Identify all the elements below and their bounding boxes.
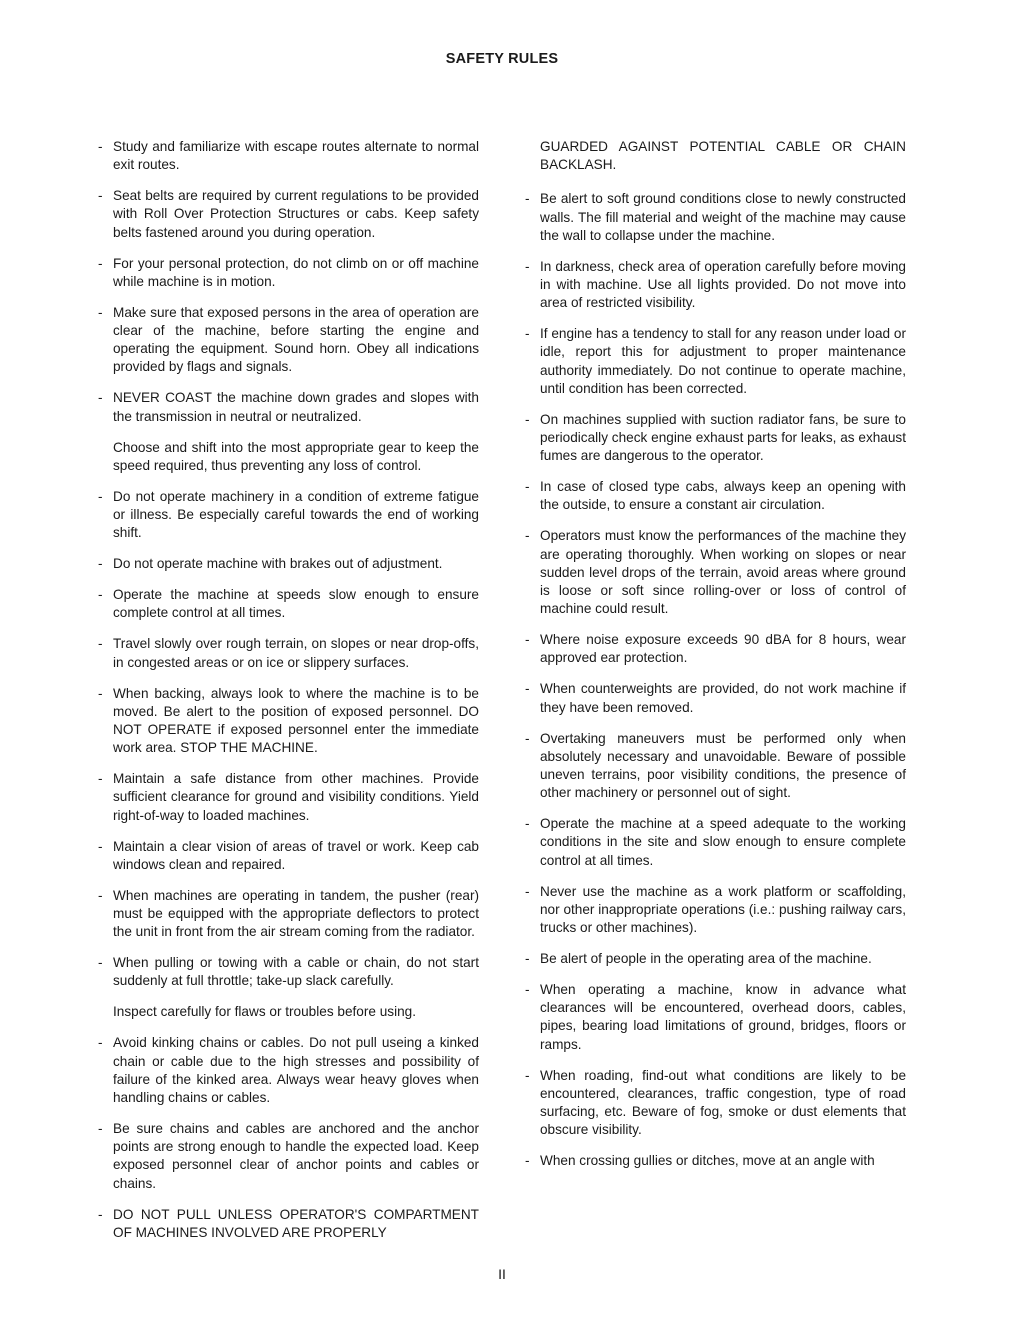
bullet-dash: - xyxy=(98,390,103,406)
page-title: SAFETY RULES xyxy=(445,51,559,67)
bullet-dash: - xyxy=(98,887,103,903)
rule-text: Avoid kinking chains or cables. Do not pull useing a kinked chain or cable due to the high stresses and possibility of failure of the kinked area. Always wear heavy gloves when handling chains or cables. xyxy=(113,1035,479,1106)
safety-rule xyxy=(98,1206,479,1242)
bullet-dash: - xyxy=(98,304,103,320)
rule-text: Make sure that exposed persons in the area of operation are clear of the machine, before starting the engine and operating the equipment. Sound horn. Obey all indications provided by flags and signals. xyxy=(113,304,479,375)
rule-text: Do not operate machinery in a condition of extreme fatigue or illness. Be especially careful towards the end of working shift. xyxy=(113,488,479,541)
rule-text: When roading, find-out what conditions are likely to be encountered, clearances, traffic congestion, type of road surfacing, etc. Beware of fog, smoke or dust elements that obscure visibility. xyxy=(540,1067,906,1138)
bullet-dash: - xyxy=(525,411,530,427)
safety-rule xyxy=(525,478,906,514)
safety-rule xyxy=(98,255,479,291)
page-number: II xyxy=(498,1266,506,1282)
bullet-dash: - xyxy=(525,681,530,697)
safety-rule xyxy=(525,730,906,803)
right-column xyxy=(525,138,906,1183)
safety-rule xyxy=(525,1067,906,1140)
rule-text: Never use the machine as a work platform or scaffolding, nor other inappropriate operations (i.e.: pushing railway cars, trucks or other machines). xyxy=(540,883,906,936)
safety-rule xyxy=(525,190,906,245)
bullet-dash: - xyxy=(98,1206,103,1222)
safety-rule xyxy=(98,838,479,874)
safety-rule xyxy=(525,680,906,716)
rule-text: For your personal protection, do not climb on or off machine while machine is in motion. xyxy=(113,255,479,289)
left-column xyxy=(98,138,479,1255)
rule-note: Inspect carefully for flaws or troubles before using. xyxy=(113,1004,416,1020)
rule-text: Operators must know the performances of the machine they are operating thoroughly. When working on slopes or near sudden level drops of the terrain, avoid areas where ground is loose or soft since rolling-over or loss of control of machine could result. xyxy=(540,528,906,617)
rule-text: When machines are operating in tandem, the pusher (rear) must be equipped with the appropriate deflectors to protect the unit in front from the air stream coming from the radiator. xyxy=(113,887,479,940)
safety-rule xyxy=(98,488,479,543)
safety-rule xyxy=(525,325,906,398)
safety-rule xyxy=(525,1152,906,1170)
safety-rule xyxy=(525,258,906,313)
bullet-dash: - xyxy=(98,636,103,652)
bullet-dash: - xyxy=(98,1121,103,1137)
rule-text: In case of closed type cabs, always keep an opening with the outside, to ensure a constant air circulation. xyxy=(540,479,906,513)
bullet-dash: - xyxy=(98,139,103,154)
safety-rule xyxy=(525,411,906,466)
rule-text: NEVER COAST the machine down grades and slopes with the transmission in neutral or neutralized. xyxy=(113,390,479,424)
rule-continuation: GUARDED AGAINST POTENTIAL CABLE OR CHAIN BACKLASH. xyxy=(540,139,906,173)
bullet-dash: - xyxy=(525,883,530,899)
bullet-dash: - xyxy=(98,255,103,271)
bullet-dash: - xyxy=(98,838,103,854)
rule-text: Be alert to soft ground conditions close to newly constructed walls. The fill material and weight of the machine may cause the wall to collapse under the machine. xyxy=(540,191,906,243)
bullet-dash: - xyxy=(525,1153,530,1169)
rule-text: DO NOT PULL UNLESS OPERATOR'S COMPARTMENT OF MACHINES INVOLVED ARE PROPERLY xyxy=(113,1206,479,1240)
safety-rule xyxy=(525,527,906,618)
safety-rule xyxy=(98,685,479,758)
bullet-dash: - xyxy=(525,951,530,967)
safety-rule xyxy=(525,631,906,667)
bullet-dash: - xyxy=(525,816,530,832)
safety-rule xyxy=(98,887,479,942)
rule-text: Travel slowly over rough terrain, on slopes or near drop-offs, in congested areas or on ice or slippery surfaces. xyxy=(113,636,479,670)
rule-text: Seat belts are required by current regulations to be provided with Roll Over Protection Structures or cabs. Keep safety belts fastened around you during operation. xyxy=(113,188,479,240)
bullet-dash: - xyxy=(98,955,103,971)
bullet-dash: - xyxy=(98,771,103,787)
bullet-dash: - xyxy=(525,258,530,274)
rule-text: If engine has a tendency to stall for any reason under load or idle, report this for adjustment to proper maintenance authority immediately. Do not continue to operate machine, until condition has been corrected. xyxy=(540,326,906,396)
rule-text: Do not operate machine with brakes out of adjustment. xyxy=(113,556,443,572)
rule-text: Operate the machine at a speed adequate to the working conditions in the site and slow enough to ensure complete control at all times. xyxy=(540,816,906,868)
rule-text: When crossing gullies or ditches, move at an angle with xyxy=(540,1153,875,1169)
safety-rule xyxy=(98,954,479,990)
bullet-dash: - xyxy=(525,1067,530,1083)
rule-text: Where noise exposure exceeds 90 dBA for 8 hours, wear approved ear protection. xyxy=(540,632,906,666)
rule-text: When backing, always look to where the machine is to be moved. Be alert to the position of exposed personnel. DO NOT OPERATE if exposed personnel enter the immediate work area. STOP THE MACHINE. xyxy=(113,685,479,756)
safety-rule xyxy=(98,586,479,622)
safety-rule xyxy=(525,883,906,938)
bullet-dash: - xyxy=(525,632,530,648)
rule-text: Study and familiarize with escape routes alternate to normal exit routes. xyxy=(113,139,479,173)
safety-rule xyxy=(98,555,479,573)
bullet-dash: - xyxy=(525,730,530,746)
bullet-dash: - xyxy=(98,188,103,204)
rule-text: Be alert of people in the operating area of the machine. xyxy=(540,951,872,967)
rule-text: When pulling or towing with a cable or chain, do not start suddenly at full throttle; take-up slack carefully. xyxy=(113,955,479,989)
safety-rule xyxy=(98,770,479,825)
bullet-dash: - xyxy=(98,685,103,701)
safety-rule xyxy=(525,815,906,870)
safety-rule xyxy=(525,981,906,1054)
safety-rule xyxy=(525,950,906,968)
bullet-dash: - xyxy=(525,191,530,207)
safety-rule xyxy=(98,1120,479,1193)
safety-rule xyxy=(98,635,479,671)
rule-text: Maintain a safe distance from other machines. Provide sufficient clearance for ground and visibility conditions. Yield right-of-way to loaded machines. xyxy=(113,771,479,823)
safety-rule xyxy=(98,304,479,377)
bullet-dash: - xyxy=(98,1035,103,1051)
bullet-dash: - xyxy=(525,479,530,495)
bullet-dash: - xyxy=(525,528,530,544)
bullet-dash: - xyxy=(525,326,530,342)
rule-text: On machines supplied with suction radiator fans, be sure to periodically check engine exhaust parts for leaks, as exhaust fumes are dangerous to the operator. xyxy=(540,411,906,464)
rule-text: When operating a machine, know in advance what clearances will be encountered, overhead doors, cables, pipes, bearing load limitations of ground, bridges, floors or ramps. xyxy=(540,982,906,1052)
safety-rule xyxy=(98,138,479,174)
safety-rule xyxy=(98,187,479,242)
rule-text: Operate the machine at speeds slow enough to ensure complete control at all times. xyxy=(113,587,479,621)
bullet-dash: - xyxy=(525,982,530,998)
rule-text: In darkness, check area of operation carefully before moving in with machine. Use all lights provided. Do not move into area of restricted visibility. xyxy=(540,258,906,311)
rule-note: Choose and shift into the most appropriate gear to keep the speed required, thus preventing any loss of control. xyxy=(113,439,479,473)
bullet-dash: - xyxy=(98,556,103,572)
bullet-dash: - xyxy=(98,488,103,504)
rule-text: Be sure chains and cables are anchored and the anchor points are strong enough to handle the expected load. Keep exposed personnel clear of anchor points and cables or chains. xyxy=(113,1121,479,1191)
bullet-dash: - xyxy=(98,587,103,603)
safety-rule xyxy=(98,1034,479,1107)
rule-text: Overtaking maneuvers must be performed only when absolutely necessary and unavoidable. Beware of possible uneven terrains, poor visibility conditions, the presence of other machinery or personnel out of sight. xyxy=(540,730,906,801)
rule-text: Maintain a clear vision of areas of travel or work. Keep cab windows clean and repaired. xyxy=(113,838,479,872)
rule-text: When counterweights are provided, do not work machine if they have been removed. xyxy=(540,681,906,715)
safety-rule xyxy=(98,389,479,425)
